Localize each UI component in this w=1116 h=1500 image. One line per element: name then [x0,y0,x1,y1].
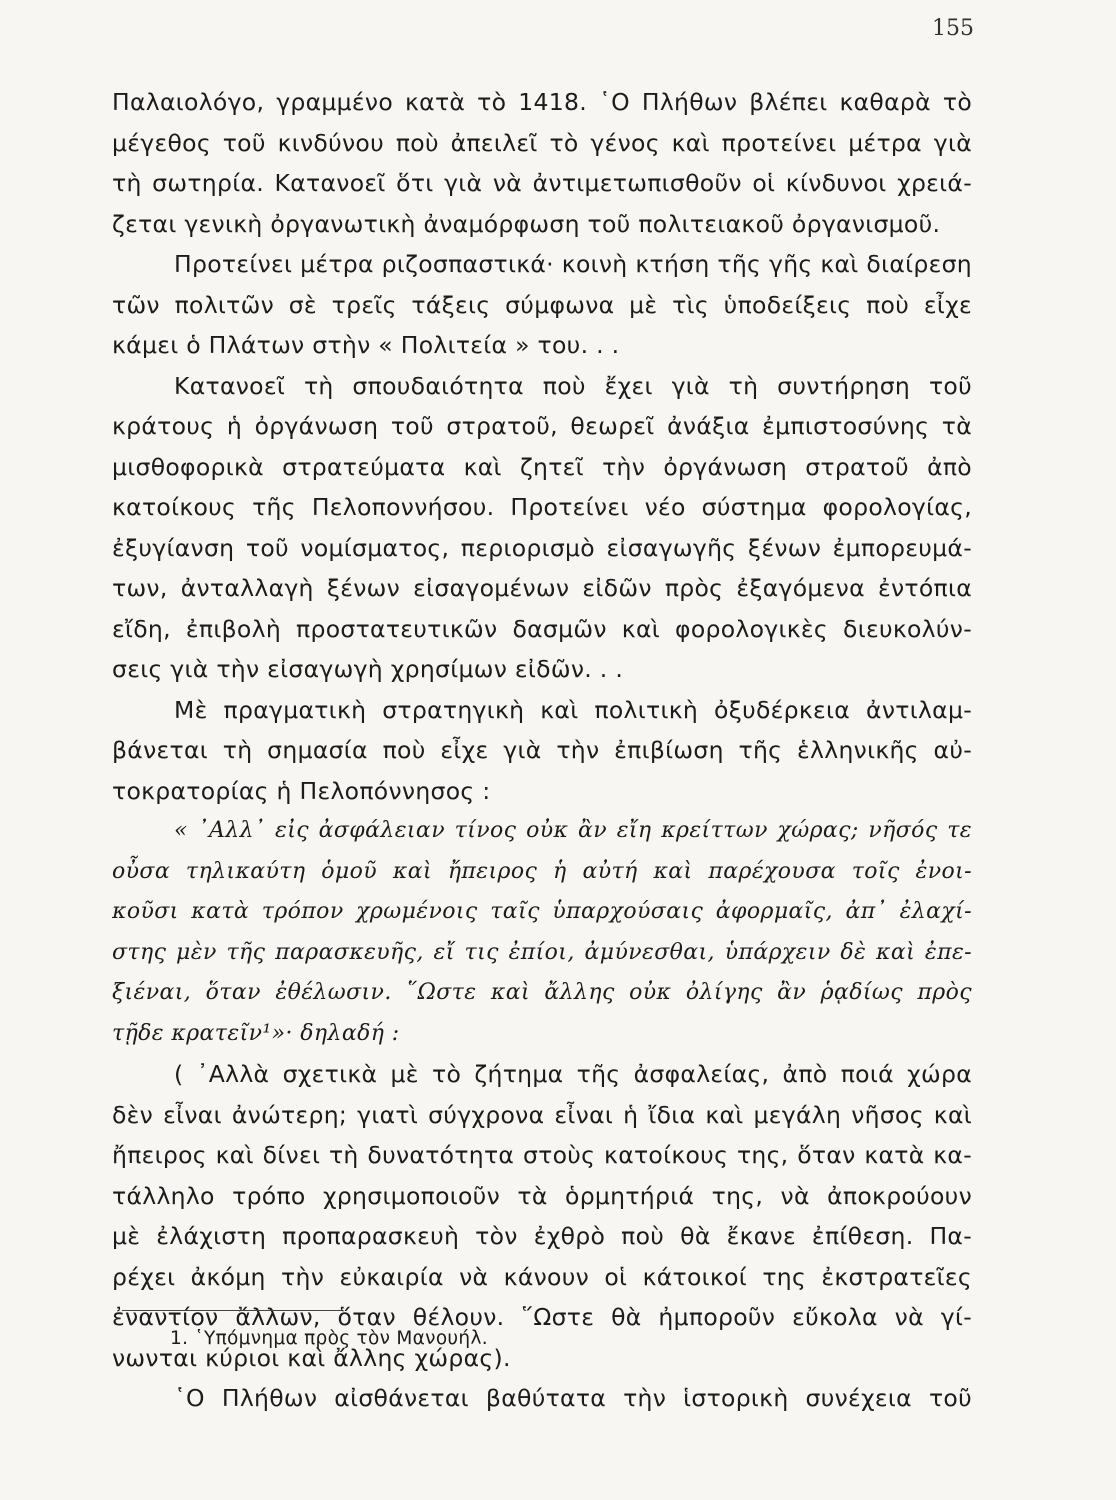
text-line: ῾Ο Πλήθων αἰσθάνεται βαθύτατα τὴν ἱστορικὴ συνέχεια τοῦ [174,1384,972,1412]
translation-line: ρέχει ἀκόμη τὴν εὐκαιρία νὰ κάνουν οἱ κάτοικοί της ἐκστρατεῖες [112,1262,972,1291]
translation-line: νωνται κύριοι καὶ ἄλλης χώρας). [112,1343,511,1372]
text-line: εἴδη, ἐπιβολὴ προστατευτικῶν δασμῶν καὶ φορολογικὲς διευκολύν- [112,614,972,643]
text-line: ζεται γενικὴ ὀργανωτικὴ ἀναμόρφωση τοῦ πολιτειακοῦ ὀργανισμοῦ. [112,209,941,238]
translation-line: μὲ ἐλάχιστη προπαρασκευὴ τὸν ἐχθρὸ ποὺ θὰ ἔκανε ἐπίθεση. Πα- [112,1222,972,1250]
text-line: μισθοφορικὰ στρατεύματα καὶ ζητεῖ τὴν ὀργάνωση στρατοῦ ἀπὸ [112,452,972,481]
translation-line: τάλληλο τρόπο χρησιμοποιοῦν τὰ ὁρμητήριά της, νὰ ἀποκρούουν [112,1181,972,1210]
footnote: 1. ῾Υπόμνημα πρὸς τὸν Μανουήλ. [170,1328,488,1349]
text-line: τοκρατορίας ἡ Πελοπόννησος : [112,776,491,805]
greek-quotation [112,811,972,1054]
translation-line: ἤπειρος καὶ δίνει τὴ δυνατότητα στοὺς κατοίκους της, ὅταν κατὰ κα- [112,1141,972,1169]
translation-line: ( ᾿Αλλὰ σχετικὰ μὲ τὸ ζήτημα τῆς ἀσφαλείας, ἀπὸ ποιά χώρα [174,1060,972,1088]
text-line: κατοίκους τῆς Πελοποννήσου. Προτείνει νέο σύστημα φορολογίας, [112,493,972,521]
text-line: ἐξυγίανση τοῦ νομίσματος, περιορισμὸ εἰσαγωγῆς ξένων ἐμπορευμά- [112,533,972,562]
text-line: τῶν πολιτῶν σὲ τρεῖς τάξεις σύμφωνα μὲ τὶς ὑποδείξεις ποὺ εἶχε [112,290,972,319]
text-line: κάμει ὁ Πλάτων στὴν « Πολιτεία » του. . . [112,331,620,359]
text-line: Μὲ πραγματικὴ στρατηγικὴ καὶ πολιτικὴ ὀξυδέρκεια ἀντιλαμ- [174,695,972,724]
footnote-divider [122,1310,342,1311]
translation [112,1054,972,1419]
quote-line: κοῦσι κατὰ τρόπον χρωμένοις ταῖς ὑπαρχούσαις ἀφορμαῖς, ἀπ᾿ ἐλαχί- [112,899,972,924]
page-number: 155 [932,16,974,41]
text-line: μέγεθος τοῦ κινδύνου ποὺ ἀπειλεῖ τὸ γένος καὶ προτείνει μέτρα γιὰ [112,128,972,157]
quote-line: τῇδε κρατεῖν¹»· δηλαδή : [112,1020,400,1046]
text-line: σεις γιὰ τὴν εἰσαγωγὴ χρησίμων εἰδῶν. . . [112,655,624,683]
text-line: κράτους ἡ ὀργάνωση τοῦ στρατοῦ, θεωρεῖ ἀνάξια ἐμπιστοσύνης τὰ [112,412,972,440]
translation-line: δὲν εἶναι ἀνώτερη; γιατὶ σύγχρονα εἶναι ἡ ἴδια καὶ μεγάλη νῆσος καὶ [112,1100,972,1129]
text-line: βάνεται τὴ σημασία ποὺ εἶχε γιὰ τὴν ἐπιβίωση τῆς ἑλληνικῆς αὐ- [112,736,972,764]
body-text [112,82,972,1419]
quote-line: οὖσα τηλικαύτη ὁμοῦ καὶ ἤπειρος ἡ αὐτή καὶ παρέχουσα τοῖς ἐνοι- [112,858,972,884]
text-line: τὴ σωτηρία. Κατανοεῖ ὅτι γιὰ νὰ ἀντιμετωπισθοῦν οἱ κίνδυνοι χρειά- [112,169,972,197]
text-line: Προτείνει μέτρα ριζοσπαστικά· κοινὴ κτήση τῆς γῆς καὶ διαίρεση [174,250,972,278]
quote-line: στης μὲν τῆς παρασκευῆς, εἴ τις ἐπίοι, ἀμύνεσθαι, ὑπάρχειν δὲ καὶ ἐπε- [112,939,972,965]
translation-line: ἐναντίον ἄλλων, ὅταν θέλουν. ῞Ωστε θὰ ἠμποροῦν εὔκολα νὰ γί- [112,1303,972,1331]
text-line: Παλαιολόγο, γραμμένο κατὰ τὸ 1418. ῾Ο Πλήθων βλέπει καθαρὰ τὸ [112,88,972,116]
text-line: Κατανοεῖ τὴ σπουδαιότητα ποὺ ἔχει γιὰ τὴ συντήρηση τοῦ [174,371,972,400]
quote-line: ξιέναι, ὅταν ἐθέλωσιν. ῞Ωστε καὶ ἄλλης οὐκ ὀλίγης ἂν ῥᾳδίως πρὸς [112,980,972,1005]
text-line: των, ἀνταλλαγὴ ξένων εἰσαγομένων εἰδῶν πρὸς ἐξαγόμενα ἐντόπια [112,574,972,602]
quote-line: « ᾿Αλλ᾿ εἰς ἀσφάλειαν τίνος οὐκ ἂν εἴη κρείττων χώρας; νῆσός τε [174,818,972,843]
